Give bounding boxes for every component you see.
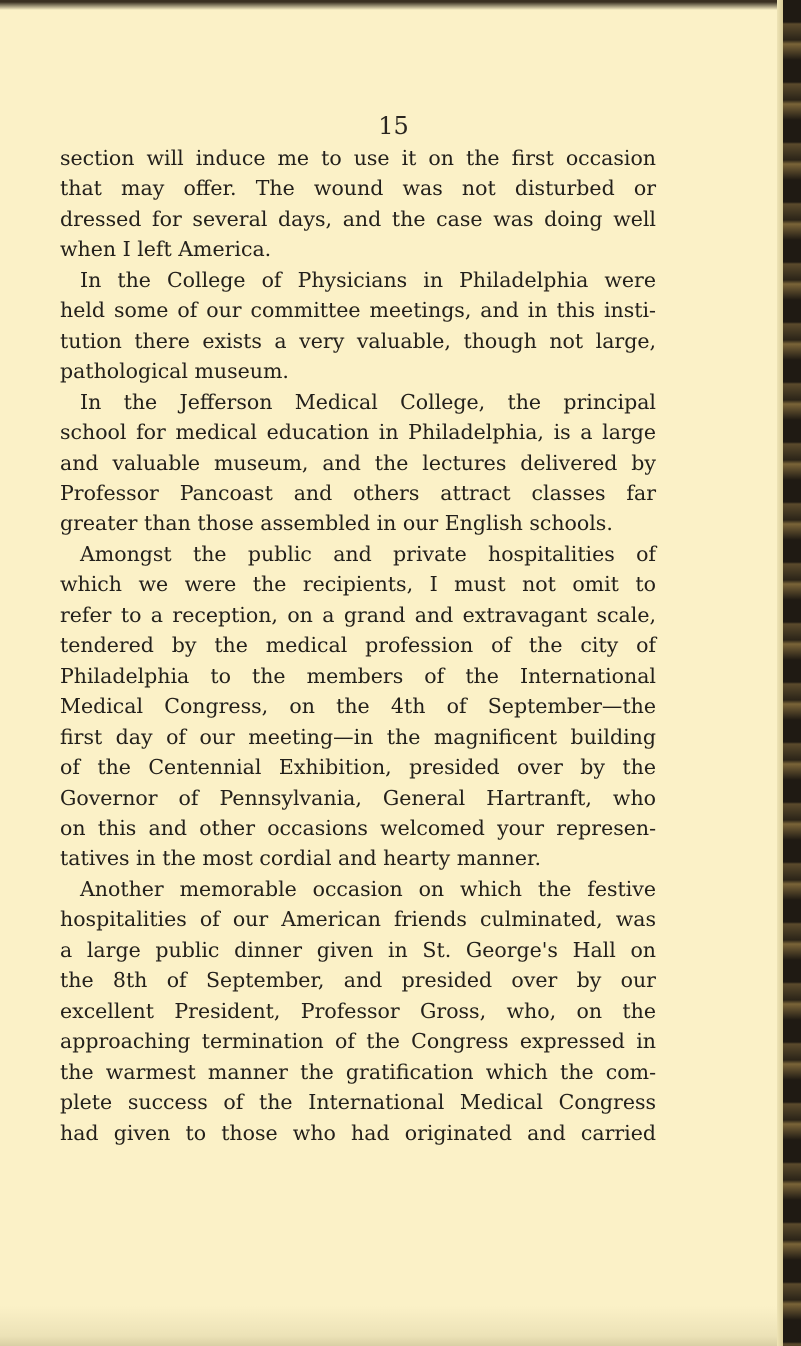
text-line: dressed for several days, and the case was doing well	[60, 206, 656, 231]
book-spine-edge	[783, 0, 801, 1346]
text-line: which we were the recipients, I must not omit to	[60, 572, 656, 597]
text-line: In the Jefferson Medical College, the principal	[80, 389, 656, 414]
text-line: first day of our meeting—in the magnificent building	[60, 724, 656, 749]
body-text	[60, 143, 656, 1148]
text-line: a large public dinner given in St. George's Hall on	[60, 937, 656, 962]
text-line: greater than those assembled in our English schools.	[60, 511, 613, 536]
text-line: tatives in the most cordial and hearty manner.	[60, 846, 542, 871]
text-line: Medical Congress, on the 4th of September—the	[60, 694, 656, 719]
text-line: when I left America.	[60, 237, 272, 262]
text-line: In the College of Physicians in Philadelphia were	[80, 267, 656, 292]
text-line: refer to a reception, on a grand and extravagant scale,	[60, 602, 656, 627]
text-line: pathological museum.	[60, 359, 289, 384]
text-line: Amongst the public and private hospitalities of	[80, 541, 656, 566]
text-line: Another memorable occasion on which the festive	[80, 876, 656, 901]
text-line: of the Centennial Exhibition, presided over by the	[60, 755, 656, 780]
text-line: tution there exists a very valuable, though not large,	[60, 328, 656, 353]
text-line: tendered by the medical profession of the city of	[60, 633, 656, 658]
text-line: on this and other occasions welcomed your represen-	[60, 815, 656, 840]
text-line: and valuable museum, and the lectures delivered by	[60, 450, 656, 475]
text-line: that may offer. The wound was not disturbed or	[60, 176, 656, 201]
text-line: plete success of the International Medical Congress	[60, 1090, 656, 1115]
text-line: hospitalities of our American friends culminated, was	[60, 907, 656, 932]
text-line: school for medical education in Philadelphia, is a large	[60, 420, 656, 445]
text-line: Professor Pancoast and others attract classes far	[60, 480, 656, 505]
page-number: 15	[378, 112, 409, 140]
text-line: Philadelphia to the members of the International	[60, 663, 656, 688]
text-line: had given to those who had originated and carried	[60, 1120, 656, 1145]
text-line: Governor of Pennsylvania, General Hartranft, who	[60, 785, 656, 810]
text-line: the 8th of September, and presided over by our	[60, 968, 656, 993]
bottom-shade	[0, 1306, 787, 1346]
top-shadow	[0, 0, 787, 10]
text-line: excellent President, Professor Gross, who, on the	[60, 998, 656, 1023]
text-line: held some of our committee meetings, and in this insti-	[60, 298, 656, 323]
text-line: the warmest manner the gratification which the com-	[60, 1059, 656, 1084]
text-line: section will induce me to use it on the first occasion	[60, 146, 656, 170]
text-line: approaching termination of the Congress expressed in	[60, 1029, 656, 1054]
